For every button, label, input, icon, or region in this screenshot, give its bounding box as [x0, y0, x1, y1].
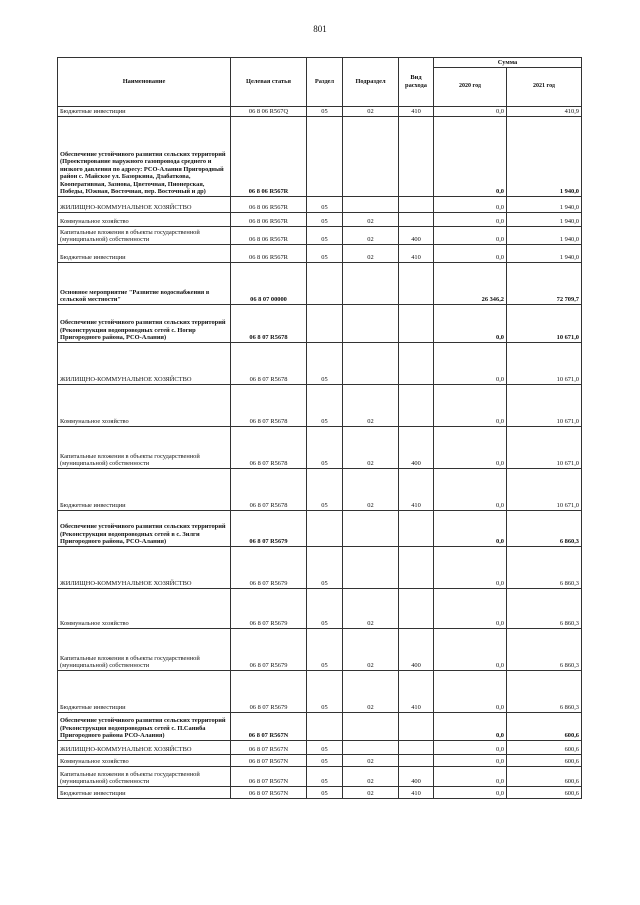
cell-section: 05 — [307, 213, 343, 227]
cell-section: 05 — [307, 343, 343, 385]
cell-name: ЖИЛИЩНО-КОММУНАЛЬНОЕ ХОЗЯЙСТВО — [58, 547, 231, 589]
table-row — [58, 547, 582, 589]
cell-name: Бюджетные инвестиции — [58, 469, 231, 511]
cell-2021: 72 709,7 — [507, 263, 582, 305]
cell-target-article: 06 8 07 R567N — [231, 787, 307, 799]
cell-2020: 0,0 — [434, 213, 507, 227]
cell-name: Обеспечение устойчивого развития сельских территорий (Реконструкция водопроводных сетей с. П.Саниба Пригородного района РСО-Алания) — [58, 713, 231, 741]
table-row — [58, 227, 582, 245]
cell-section: 05 — [307, 385, 343, 427]
cell-name: ЖИЛИЩНО-КОММУНАЛЬНОЕ ХОЗЯЙСТВО — [58, 343, 231, 385]
cell-subsection: 02 — [343, 787, 399, 799]
cell-section: 05 — [307, 107, 343, 117]
header-expense-type: Вид расхода — [399, 58, 434, 107]
cell-target-article: 06 8 07 R567N — [231, 767, 307, 787]
cell-2020: 26 346,2 — [434, 263, 507, 305]
cell-name: ЖИЛИЩНО-КОММУНАЛЬНОЕ ХОЗЯЙСТВО — [58, 197, 231, 213]
cell-2021: 6 860,3 — [507, 629, 582, 671]
table-body — [58, 107, 582, 799]
cell-2021: 6 860,3 — [507, 511, 582, 547]
cell-2020: 0,0 — [434, 227, 507, 245]
header-year-2020: 2020 год — [434, 68, 507, 107]
cell-2020: 0,0 — [434, 511, 507, 547]
cell-subsection: 02 — [343, 385, 399, 427]
cell-2020: 0,0 — [434, 767, 507, 787]
cell-2021: 600,6 — [507, 755, 582, 767]
cell-target-article: 06 8 06 R567R — [231, 213, 307, 227]
cell-2021: 10 671,0 — [507, 427, 582, 469]
cell-name: Капитальные вложения в объекты государственной (муниципальной) собственности — [58, 767, 231, 787]
cell-2020: 0,0 — [434, 469, 507, 511]
table-row — [58, 629, 582, 671]
cell-2021: 6 860,3 — [507, 589, 582, 629]
cell-2020: 0,0 — [434, 629, 507, 671]
table-row — [58, 671, 582, 713]
page-number: 801 — [313, 24, 327, 34]
cell-subsection — [343, 741, 399, 755]
cell-target-article: 06 8 07 00000 — [231, 263, 307, 305]
cell-subsection — [343, 117, 399, 197]
cell-subsection: 02 — [343, 671, 399, 713]
cell-target-article: 06 8 07 R567N — [231, 741, 307, 755]
cell-2021: 10 671,0 — [507, 385, 582, 427]
cell-2020: 0,0 — [434, 343, 507, 385]
cell-target-article: 06 8 06 R567R — [231, 117, 307, 197]
table-row — [58, 787, 582, 799]
cell-subsection: 02 — [343, 767, 399, 787]
cell-section — [307, 263, 343, 305]
cell-subsection: 02 — [343, 755, 399, 767]
cell-section: 05 — [307, 469, 343, 511]
cell-section — [307, 713, 343, 741]
cell-2021: 1 940,0 — [507, 197, 582, 213]
table-row — [58, 117, 582, 197]
table-row — [58, 305, 582, 343]
cell-target-article: 06 8 07 R5679 — [231, 629, 307, 671]
header-name: Наименование — [58, 58, 231, 107]
cell-expense-type: 410 — [399, 245, 434, 263]
cell-2020: 0,0 — [434, 305, 507, 343]
cell-section: 05 — [307, 197, 343, 213]
table-row — [58, 107, 582, 117]
header-target-article: Целевая статья — [231, 58, 307, 107]
cell-2020: 0,0 — [434, 107, 507, 117]
cell-name: Обеспечение устойчивого развития сельских территорий (Реконструкция водопроводных сетей с. Ногир Пригородного района, РСО-Алания) — [58, 305, 231, 343]
cell-subsection — [343, 511, 399, 547]
cell-expense-type — [399, 213, 434, 227]
cell-section: 05 — [307, 767, 343, 787]
cell-expense-type — [399, 263, 434, 305]
table-row — [58, 767, 582, 787]
cell-subsection: 02 — [343, 245, 399, 263]
cell-2020: 0,0 — [434, 547, 507, 589]
cell-name: Бюджетные инвестиции — [58, 245, 231, 263]
cell-name: Основное мероприятие "Развитие водоснабжения в сельской местности" — [58, 263, 231, 305]
cell-expense-type: 400 — [399, 427, 434, 469]
cell-section: 05 — [307, 547, 343, 589]
cell-target-article: 06 8 07 R5679 — [231, 589, 307, 629]
cell-2021: 600,6 — [507, 787, 582, 799]
cell-expense-type: 410 — [399, 671, 434, 713]
cell-subsection: 02 — [343, 107, 399, 117]
cell-name: Обеспечение устойчивого развития сельских территорий (Реконструкция водопроводных сетей в с. Зилги Пригородного района, РСО-Алания) — [58, 511, 231, 547]
cell-2020: 0,0 — [434, 755, 507, 767]
cell-2020: 0,0 — [434, 589, 507, 629]
cell-target-article: 06 8 06 R567Q — [231, 107, 307, 117]
cell-section — [307, 305, 343, 343]
cell-2021: 10 671,0 — [507, 469, 582, 511]
cell-expense-type — [399, 197, 434, 213]
cell-2020: 0,0 — [434, 197, 507, 213]
cell-name: Бюджетные инвестиции — [58, 787, 231, 799]
cell-section: 05 — [307, 787, 343, 799]
cell-expense-type — [399, 305, 434, 343]
cell-2021: 10 671,0 — [507, 343, 582, 385]
cell-2020: 0,0 — [434, 741, 507, 755]
header-year-2021: 2021 год — [507, 68, 582, 107]
cell-name: Бюджетные инвестиции — [58, 107, 231, 117]
table-row — [58, 197, 582, 213]
cell-2021: 10 671,0 — [507, 305, 582, 343]
cell-target-article: 06 8 07 R5678 — [231, 343, 307, 385]
cell-target-article: 06 8 06 R567R — [231, 227, 307, 245]
cell-2020: 0,0 — [434, 427, 507, 469]
table-row — [58, 343, 582, 385]
cell-2021: 1 940,0 — [507, 213, 582, 227]
cell-target-article: 06 8 07 R5678 — [231, 305, 307, 343]
cell-subsection: 02 — [343, 427, 399, 469]
cell-target-article: 06 8 07 R567N — [231, 755, 307, 767]
cell-expense-type: 410 — [399, 469, 434, 511]
table-row — [58, 427, 582, 469]
cell-2021: 1 940,0 — [507, 227, 582, 245]
table-row — [58, 755, 582, 767]
cell-2020: 0,0 — [434, 713, 507, 741]
header-subsection: Подраздел — [343, 58, 399, 107]
cell-2020: 0,0 — [434, 671, 507, 713]
table-row — [58, 245, 582, 263]
table-row — [58, 385, 582, 427]
cell-2020: 0,0 — [434, 385, 507, 427]
cell-section: 05 — [307, 741, 343, 755]
cell-target-article: 06 8 07 R567N — [231, 713, 307, 741]
table-row — [58, 511, 582, 547]
cell-2021: 1 940,0 — [507, 245, 582, 263]
cell-name: Коммунальное хозяйство — [58, 385, 231, 427]
cell-2021: 1 940,0 — [507, 117, 582, 197]
cell-subsection — [343, 305, 399, 343]
cell-subsection — [343, 713, 399, 741]
cell-name: Обеспечение устойчивого развития сельских территорий (Проектирование наружного газопровода среднего и низкого давления по адресу: РСО-Алания Пригородный район с. Майское ул. Базоркина, Дзабаткова, Кооперативная, Зазнова, Цветочная, Пионерская, Победы, Южная, Восточная, пер. Восточный и др) — [58, 117, 231, 197]
budget-table — [57, 57, 582, 799]
cell-target-article: 06 8 07 R5678 — [231, 469, 307, 511]
cell-expense-type — [399, 385, 434, 427]
table-row — [58, 741, 582, 755]
cell-subsection: 02 — [343, 469, 399, 511]
cell-expense-type — [399, 755, 434, 767]
cell-name: ЖИЛИЩНО-КОММУНАЛЬНОЕ ХОЗЯЙСТВО — [58, 741, 231, 755]
cell-target-article: 06 8 06 R567R — [231, 245, 307, 263]
cell-subsection: 02 — [343, 227, 399, 245]
cell-subsection: 02 — [343, 213, 399, 227]
cell-expense-type — [399, 589, 434, 629]
cell-section — [307, 117, 343, 197]
cell-section — [307, 511, 343, 547]
cell-section: 05 — [307, 427, 343, 469]
cell-target-article: 06 8 07 R5679 — [231, 547, 307, 589]
cell-expense-type: 400 — [399, 629, 434, 671]
cell-section: 05 — [307, 671, 343, 713]
cell-name: Коммунальное хозяйство — [58, 589, 231, 629]
table-row — [58, 263, 582, 305]
cell-section: 05 — [307, 245, 343, 263]
cell-subsection — [343, 547, 399, 589]
cell-name: Бюджетные инвестиции — [58, 671, 231, 713]
cell-subsection — [343, 197, 399, 213]
cell-name: Капитальные вложения в объекты государственной (муниципальной) собственности — [58, 629, 231, 671]
cell-2021: 6 860,3 — [507, 671, 582, 713]
cell-2021: 410,9 — [507, 107, 582, 117]
cell-expense-type — [399, 741, 434, 755]
cell-2021: 600,6 — [507, 713, 582, 741]
table-row — [58, 213, 582, 227]
cell-name: Коммунальное хозяйство — [58, 755, 231, 767]
cell-target-article: 06 8 07 R5678 — [231, 385, 307, 427]
cell-2020: 0,0 — [434, 787, 507, 799]
table-row — [58, 589, 582, 629]
table-row — [58, 713, 582, 741]
cell-name: Коммунальное хозяйство — [58, 213, 231, 227]
cell-target-article: 06 8 07 R5679 — [231, 511, 307, 547]
cell-2021: 600,6 — [507, 741, 582, 755]
cell-subsection — [343, 343, 399, 385]
cell-section: 05 — [307, 227, 343, 245]
cell-expense-type: 400 — [399, 767, 434, 787]
cell-2021: 6 860,3 — [507, 547, 582, 589]
cell-name: Капитальные вложения в объекты государственной (муниципальной) собственности — [58, 427, 231, 469]
cell-name: Капитальные вложения в объекты государственной (муниципальной) собственности — [58, 227, 231, 245]
cell-2020: 0,0 — [434, 117, 507, 197]
header-sum: Сумма — [434, 58, 582, 68]
cell-expense-type — [399, 547, 434, 589]
cell-target-article: 06 8 07 R5679 — [231, 671, 307, 713]
cell-2020: 0,0 — [434, 245, 507, 263]
cell-expense-type — [399, 511, 434, 547]
cell-expense-type — [399, 117, 434, 197]
cell-subsection: 02 — [343, 589, 399, 629]
cell-expense-type: 410 — [399, 787, 434, 799]
cell-section: 05 — [307, 589, 343, 629]
cell-target-article: 06 8 06 R567R — [231, 197, 307, 213]
cell-section: 05 — [307, 755, 343, 767]
cell-section: 05 — [307, 629, 343, 671]
cell-expense-type — [399, 713, 434, 741]
cell-expense-type: 400 — [399, 227, 434, 245]
cell-subsection: 02 — [343, 629, 399, 671]
cell-target-article: 06 8 07 R5678 — [231, 427, 307, 469]
cell-2021: 600,6 — [507, 767, 582, 787]
table-row — [58, 469, 582, 511]
cell-subsection — [343, 263, 399, 305]
cell-expense-type: 410 — [399, 107, 434, 117]
header-section: Раздел — [307, 58, 343, 107]
cell-expense-type — [399, 343, 434, 385]
